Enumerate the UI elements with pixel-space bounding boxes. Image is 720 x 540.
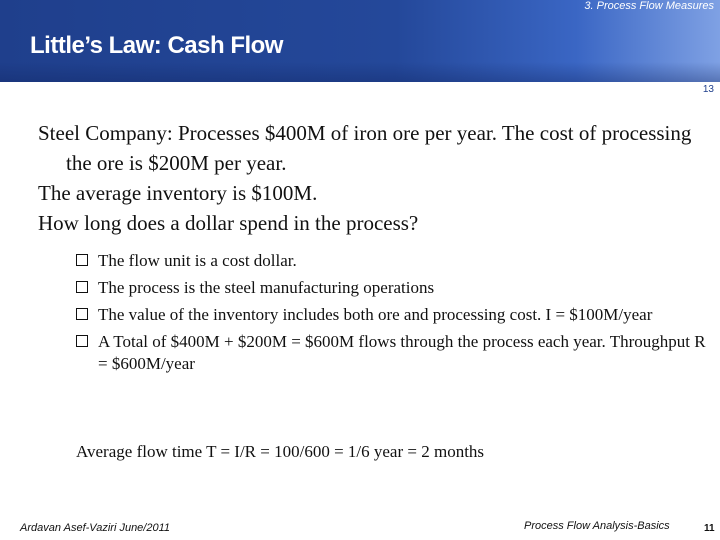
bullet-item: [76, 250, 716, 272]
checkbox-bullet-icon: [76, 308, 88, 320]
slide-number: 13: [702, 84, 714, 95]
checkbox-bullet-icon: [76, 335, 88, 347]
bullet-text: A Total of $400M + $200M = $600M flows through the process each year. Throughput R = $600M/year: [98, 332, 706, 373]
bullet-item: [76, 331, 716, 375]
section-label: 3. Process Flow Measures: [584, 0, 714, 12]
header-banner: [0, 0, 720, 82]
footer-author: Ardavan Asef-Vaziri June/2011: [20, 522, 171, 534]
summary-formula: Average flow time T = I/R = 100/600 = 1/6 year = 2 months: [76, 442, 485, 461]
footer-page-number: 11: [704, 523, 715, 534]
intro-text: [38, 118, 718, 238]
bullet-text: The flow unit is a cost dollar.: [98, 251, 297, 270]
bullet-text: The process is the steel manufacturing operations: [98, 278, 435, 297]
header-shade: [0, 62, 720, 82]
checkbox-bullet-icon: [76, 281, 88, 293]
bullet-text: The value of the inventory includes both ore and processing cost. I = $100M/year: [98, 305, 653, 324]
intro-line: The average inventory is $100M.: [38, 181, 318, 205]
intro-line: Steel Company: Processes $400M of iron ore per year. The cost of processing the ore is $200M per year.: [38, 121, 692, 175]
footer-course: Process Flow Analysis-Basics: [524, 520, 670, 532]
bullet-item: [76, 277, 716, 299]
slide-title: Little’s Law: Cash Flow: [30, 32, 283, 59]
checkbox-bullet-icon: [76, 254, 88, 266]
bullet-item: [76, 304, 716, 326]
intro-line: How long does a dollar spend in the process?: [38, 211, 419, 235]
bullet-list: [76, 250, 716, 380]
